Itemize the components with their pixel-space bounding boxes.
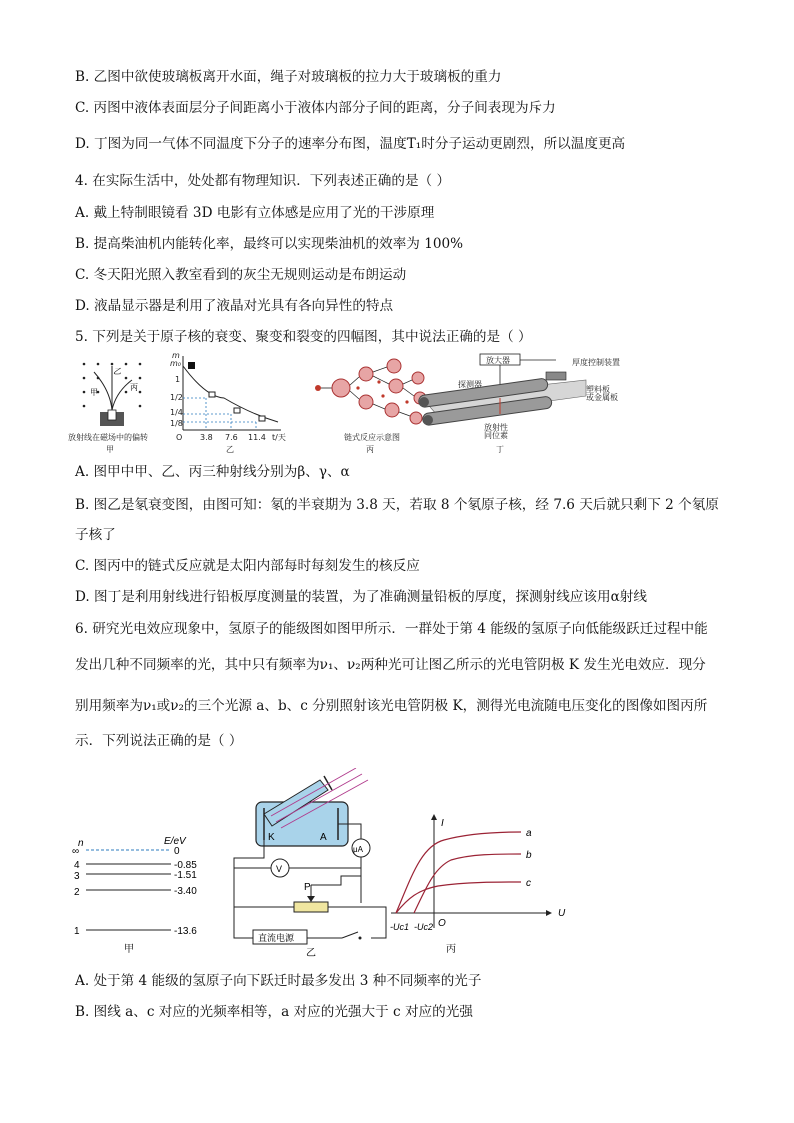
e-label: E/eV (164, 836, 186, 847)
ding-control: 厚度控制装置 (572, 358, 620, 367)
level-n-4: 4 (74, 860, 80, 871)
level-n-1: 1 (74, 926, 80, 937)
level-e-4: -0.85 (174, 860, 197, 871)
yi-ytick-1: 1 (175, 375, 181, 384)
q6-figures (66, 768, 666, 958)
fig6-bing-caption: 丙 (446, 944, 456, 955)
fig5-jia-label: 甲 (106, 445, 114, 454)
yi-ytick-2: 1/2 (170, 393, 183, 402)
fig5-yi (170, 352, 286, 454)
q6-line-2: 发出几种不同频率的光，其中只有频率为ν₁、ν₂两种光可让图乙所示的光电管阴极 K 发生光电效应．现分 (75, 657, 706, 673)
fig5-jia (68, 363, 148, 454)
uc1-label: -Uc1 (390, 922, 410, 932)
ding-source: 放射性 (484, 423, 508, 432)
ray-jia-label: 甲 (90, 388, 98, 397)
level-e-1: -13.6 (174, 926, 197, 937)
yi-xtick-2: 7.6 (225, 433, 238, 442)
curve-b-label: b (526, 850, 532, 861)
q4-option-a: A. 戴上特制眼镜看 3D 电影有立体感是应用了光的干涉原理 (75, 205, 435, 221)
yi-xtick-1: 3.8 (200, 433, 213, 442)
ding-plate2: 或金属板 (586, 393, 618, 402)
fig6-bing-iu-graph (390, 814, 566, 955)
origin-o: O (438, 918, 446, 929)
fig5-ding-label: 丁 (496, 445, 504, 454)
fig5-bing-label: 丙 (366, 445, 374, 454)
curve-a (396, 832, 521, 913)
question-5: 5. 下列是关于原子核的衰变、聚变和裂变的四幅图，其中说法正确的是（ ） (75, 329, 532, 345)
question-4: 4. 在实际生活中，处处都有物理知识．下列表述正确的是（ ） (75, 173, 451, 189)
ding-detector: 探测器 (458, 380, 482, 389)
q6-option-b: B. 图线 a、c 对应的光频率相等，a 对应的光强大于 c 对应的光强 (75, 1004, 473, 1020)
q6-option-a: A. 处于第 4 能级的氢原子向下跃迁时最多发出 3 种不同频率的光子 (75, 973, 482, 989)
yi-origin: O (176, 433, 183, 442)
ammeter: μA (353, 845, 363, 854)
option-c-text: C. 丙图中液体表面层分子间距离小于液体内部分子间的距离，分子间表现为斥力 (75, 100, 556, 116)
curve-a-label: a (526, 828, 532, 839)
axis-i: I (441, 818, 444, 829)
fig6-jia-energy-levels (72, 836, 197, 955)
q5-option-d: D. 图丁是利用射线进行铅板厚度测量的装置，为了准确测量铅板的厚度，探测射线应该用α射线 (75, 589, 647, 605)
ray-bing-label: 丙 (130, 383, 138, 392)
level-n-3: 3 (74, 871, 80, 882)
fig6-jia-caption: 甲 (124, 944, 134, 955)
q6-line-4: 示．下列说法正确的是（ ） (75, 733, 243, 749)
ray-yi-label: 乙 (113, 367, 121, 376)
option-b-text: B. 乙图中欲使玻璃板离开水面，绳子对玻璃板的拉力大于玻璃板的重力 (75, 69, 502, 85)
curve-c (396, 882, 521, 913)
axis-u: U (558, 908, 566, 919)
q6-line-1: 6. 研究光电效应现象中，氢原子的能级图如图甲所示．一群处于第 4 能级的氢原子向低能级跃迁过程中能 (75, 621, 708, 637)
yi-xtick-3: 11.4 (248, 433, 266, 442)
level-e-3: -1.51 (174, 870, 197, 881)
q5-option-c: C. 图丙中的链式反应就是太阳内部每时每刻发生的核反应 (75, 558, 420, 574)
yi-axis-m0: m₀ (170, 359, 181, 368)
q5-option-b-line2: 子核了 (75, 527, 116, 543)
q5-option-a: A. 图甲中甲、乙、丙三种射线分别为β、γ、α (75, 464, 350, 480)
level-n-inf: ∞ (72, 846, 80, 857)
voltmeter: V (276, 864, 283, 874)
dc-source: 直流电源 (258, 933, 295, 943)
fig5-bing (315, 359, 426, 454)
fig5-bing-caption: 链式反应示意图 (344, 433, 400, 442)
q4-option-d: D. 液晶显示器是利用了液晶对光具有各向异性的特点 (75, 298, 394, 314)
q4-option-c: C. 冬天阳光照入教室看到的灰尘无规则运动是布朗运动 (75, 267, 407, 283)
fig6-yi-circuit (234, 768, 386, 958)
fig6-yi-caption: 乙 (306, 948, 316, 958)
yi-xtick-4: t/天 (272, 433, 286, 442)
q5-option-b-line1: B. 图乙是氡衰变图，由图可知：氡的半衰期为 3.8 天，若取 8 个氡原子核，经 7.6 天后就只剩下 2 个氡原 (75, 497, 719, 513)
curve-c-label: c (526, 878, 531, 889)
fig5-yi-label: 乙 (226, 445, 234, 454)
yi-ytick-4: 1/8 (170, 419, 183, 428)
ding-source2: 同位素 (484, 431, 508, 440)
q6-line-3: 别用频率为ν₁或ν₂的三个光源 a、b、c 分别照射该光电管阴极 K，测得光电流随电压变化的图像如图丙所 (75, 698, 708, 714)
q4-option-b: B. 提高柴油机内能转化率，最终可以实现柴油机的效率为 100% (75, 236, 464, 252)
yi-ytick-3: 1/4 (170, 408, 183, 417)
n-label: n (78, 838, 84, 849)
ding-plate: 塑料板 (586, 385, 610, 394)
cathode-k: K (268, 832, 275, 843)
fig5-ding (418, 354, 620, 454)
ding-amp: 放大器 (486, 356, 510, 365)
yi-axis-m: m (172, 352, 180, 360)
level-n-2: 2 (74, 887, 80, 898)
uc2-label: -Uc2 (414, 922, 434, 932)
option-d-text: D. 丁图为同一气体不同温度下分子的速率分布图，温度T₁时分子运动更剧烈，所以温度更高 (75, 136, 626, 152)
slider-p: P (304, 882, 311, 893)
level-e-inf: 0 (174, 846, 180, 857)
level-e-2: -3.40 (174, 886, 197, 897)
q5-figures (66, 352, 726, 458)
anode-a: A (320, 832, 327, 843)
fig5-jia-caption: 放射线在磁场中的偏转 (68, 433, 148, 442)
